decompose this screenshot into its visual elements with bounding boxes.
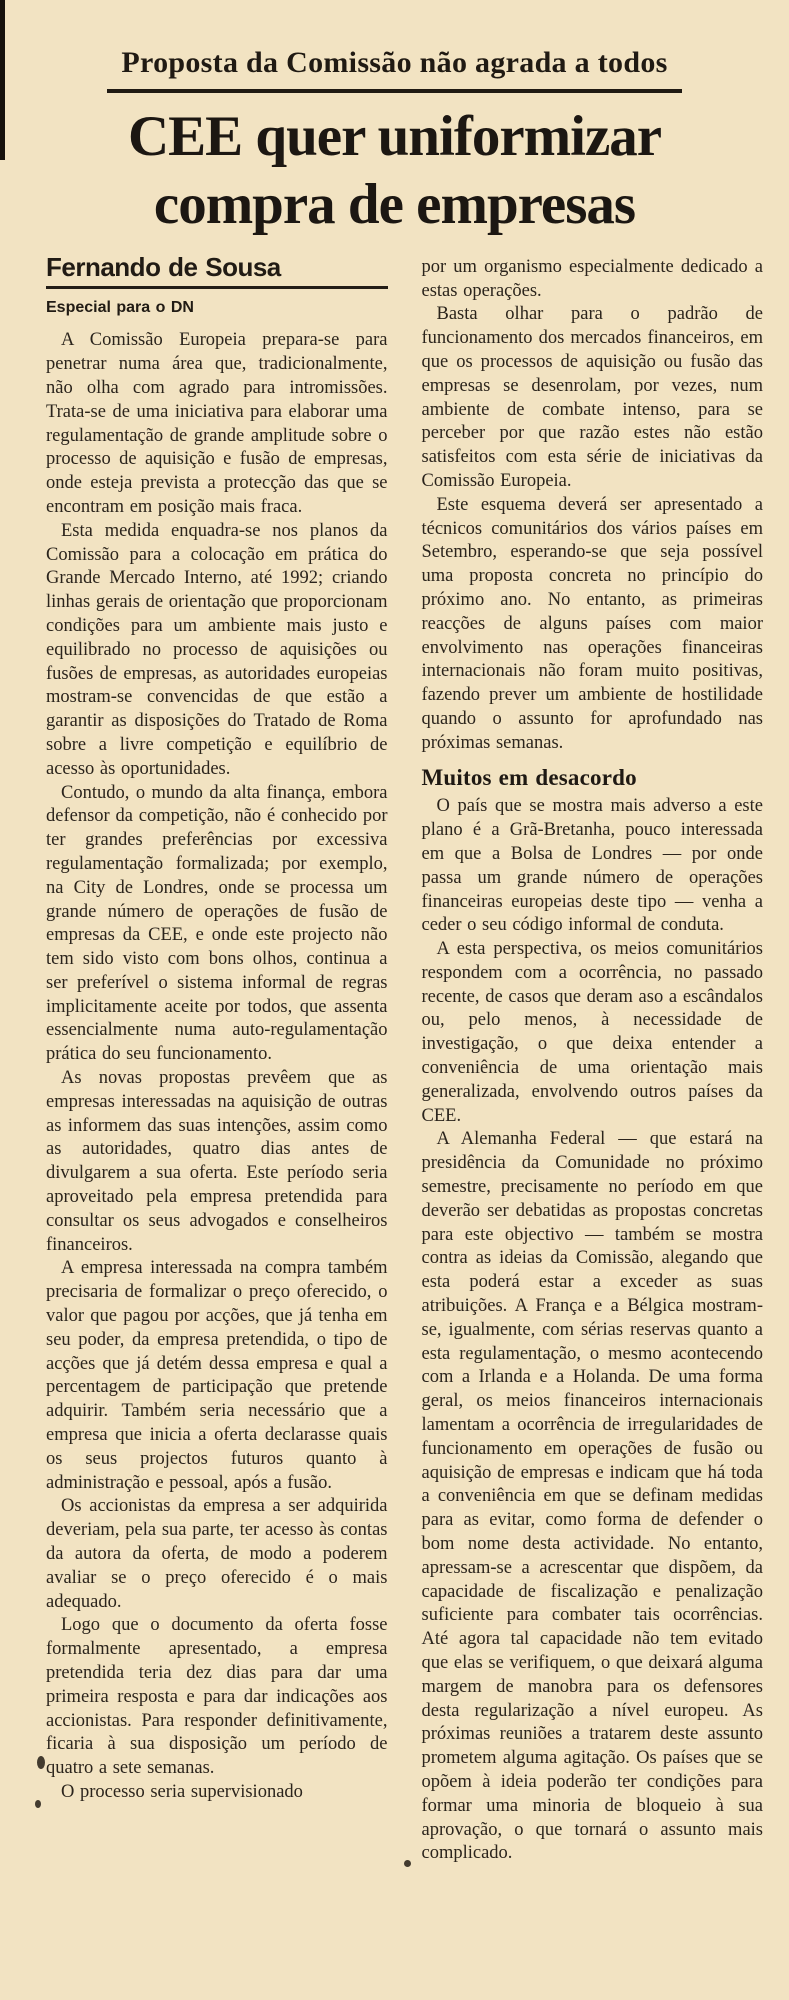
body-paragraph: por um organismo especialmente dedicado a estas operações.	[421, 256, 763, 301]
body-paragraph: Basta olhar para o padrão de funcionamento dos mercados financeiros, em que os processos de aquisição ou fusão das empresas se desenrolam, por vezes, num ambiente de combate intenso, para se perceber por que razão estes não estão satisfeitos com esta série de iniciativas da Comissão Europeia.	[421, 304, 763, 491]
left-column	[46, 251, 388, 1866]
section-subheading: Muitos em desacordo	[421, 764, 637, 790]
body-paragraph: A empresa interessada na compra também precisaria de formalizar o preço oferecido, o valor que pagou por acções, que já tenha em seu poder, da empresa pretendida, o tipo de acções que já detém dessa empresa e qual a percentagem de participação que pretende adquirir. Também seria necessário que a empresa que inicia a oferta declarasse quais os seus projectos futuros quanto à administração e pessoal, após a fusão.	[46, 1258, 388, 1493]
body-paragraph: A esta perspectiva, os meios comunitários respondem com a ocorrência, no passado recente, de casos que deram aso a escândalos ou, pelo menos, à necessidade de investigação, o que deixa entender a conveniência de uma orientação mais generalizada, envolvendo outros países da CEE.	[421, 939, 763, 1126]
print-artifact-dot	[404, 1860, 411, 1867]
body-paragraph: As novas propostas prevêem que as empresas interessadas na aquisição de outras as informem das suas intenções, assim como as autoridades, quatro dias antes de divulgarem a sua oferta. Este período seria aproveitado pela empresa pretendida para consultar os seus advogados e conselheiros financeiros.	[46, 1068, 388, 1255]
body-paragraph: A Comissão Europeia prepara-se para penetrar numa área que, tradicionalmente, não olha com agrado para intromissões. Trata-se de uma iniciativa para elaborar uma regulamentação de grande amplitude sobre o processo de aquisição e fusão de empresas, onde esteja prevista a protecção das que se encontram em posição mais fraca.	[46, 330, 388, 517]
scan-artifact	[37, 1756, 45, 1769]
body-paragraph: O processo seria supervisionado	[61, 1781, 303, 1802]
article-body	[46, 251, 763, 1866]
right-column	[422, 256, 764, 1866]
main-headline	[30, 103, 759, 240]
kicker-wrap	[0, 0, 789, 93]
byline-divider	[46, 286, 388, 289]
body-paragraph: A Alemanha Federal — que estará na presidência da Comunidade no próximo semestre, precisamente no período em que deverão ser debatidas as propostas concretas para este objectivo — também se mostra contra as ideias da Comissão, alegando que esta poderá estar a exceder as suas atribuições. A França e a Bélgica mostram-se, igualmente, com sérias reservas quanto a esta regulamentação, o mesmo acontecendo com a Irlanda e a Holanda. De uma forma geral, os meios financeiros internacionais lamentam a ocorrência de irregularidades de funcionamento em operações de fusão ou aquisição de empresas e indicam que há toda a conveniência em que se definam medidas para as evitar, como forma de defender o bom nome desta actividade. No entanto, apressam-se a acrescentar que dispõem, da capacidade de fiscalização e penalização suficiente para combater tais ocorrências. Até agora tal capacidade não tem evitado que elas se verifiquem, o que deixará alguma margem de manobra para os defensores desta regularização a nível europeu. As próximas reuniões a tratarem deste assunto prometem alguma agitação. Os países que se opõem à ideia poderão ter condições para formar uma minoria de bloqueio à sua aprovação, o que tornará o assunto mais complicado.	[421, 1129, 763, 1864]
body-paragraph: Logo que o documento da oferta fosse formalmente apresentado, a empresa pretendida teria dez dias para dar uma primeira resposta e para dar indicações aos accionistas. Para responder definitivamente, ficaria à sua disposição um período de quatro a sete semanas.	[46, 1615, 388, 1779]
kicker-headline: Proposta da Comissão não agrada a todos	[107, 46, 681, 93]
body-paragraph: Este esquema deverá ser apresentado a técnicos comunitários dos vários países em Setembro, esperando-se que seja possível uma proposta concreta no princípio do próximo ano. No entanto, as primeiras reacções de alguns países com maior envolvimento nas operações financeiras internacionais não foram muito positivas, fazendo prever um ambiente de hostilidade quando o assunto for aprofundado nas próximas semanas.	[421, 494, 763, 753]
body-paragraph: Contudo, o mundo da alta finança, embora defensor da competição, não é conhecido por ter grandes preferências por excessiva regulamentação formalizada; por exemplo, na City de Londres, onde se processa um grande número de operações de fusão de empresas da CEE, e onde este projecto não tem sido visto com bons olhos, continua a ser preferível o sistema informal de regras implicitamente aceite por todos, que assenta essencialmente numa auto-regulamentação prática do seu funcionamento.	[46, 782, 388, 1065]
byline-block	[46, 251, 388, 320]
body-paragraph: Os accionistas da empresa a ser adquirida deveriam, pela sua parte, ter acesso às contas da autora da oferta, de modo a poderem avaliar se o preço oferecido é o mais adequado.	[46, 1496, 388, 1612]
scan-artifact	[35, 1800, 41, 1808]
headline-line-1: CEE quer uniformizar	[127, 105, 662, 168]
scan-edge-artifact	[0, 0, 5, 160]
byline-author: Fernando de Sousa	[46, 251, 281, 282]
body-paragraph: O país que se mostra mais adverso a este plano é a Grã-Bretanha, pouco interessada em que a Bolsa de Londres — por onde passa um grande número de operações financeiras europeias deste tipo — venha a ceder o seu código informal de conduta.	[421, 796, 763, 936]
headline-line-2: compra de empresas	[153, 173, 636, 237]
byline-credit: Especial para o DN	[46, 298, 194, 316]
body-paragraph: Esta medida enquadra-se nos planos da Comissão para a colocação em prática do Grande Mercado Interno, até 1992; criando linhas gerais de orientação que proporcionam condições para um ambiente mais justo e equilibrado no processo de aquisições ou fusões de empresas, as autoridades europeias mostram-se convencidas de que estão a garantir as disposições do Tratado de Roma sobre a livre competição e equilíbrio de acesso às oportunidades.	[46, 520, 388, 779]
